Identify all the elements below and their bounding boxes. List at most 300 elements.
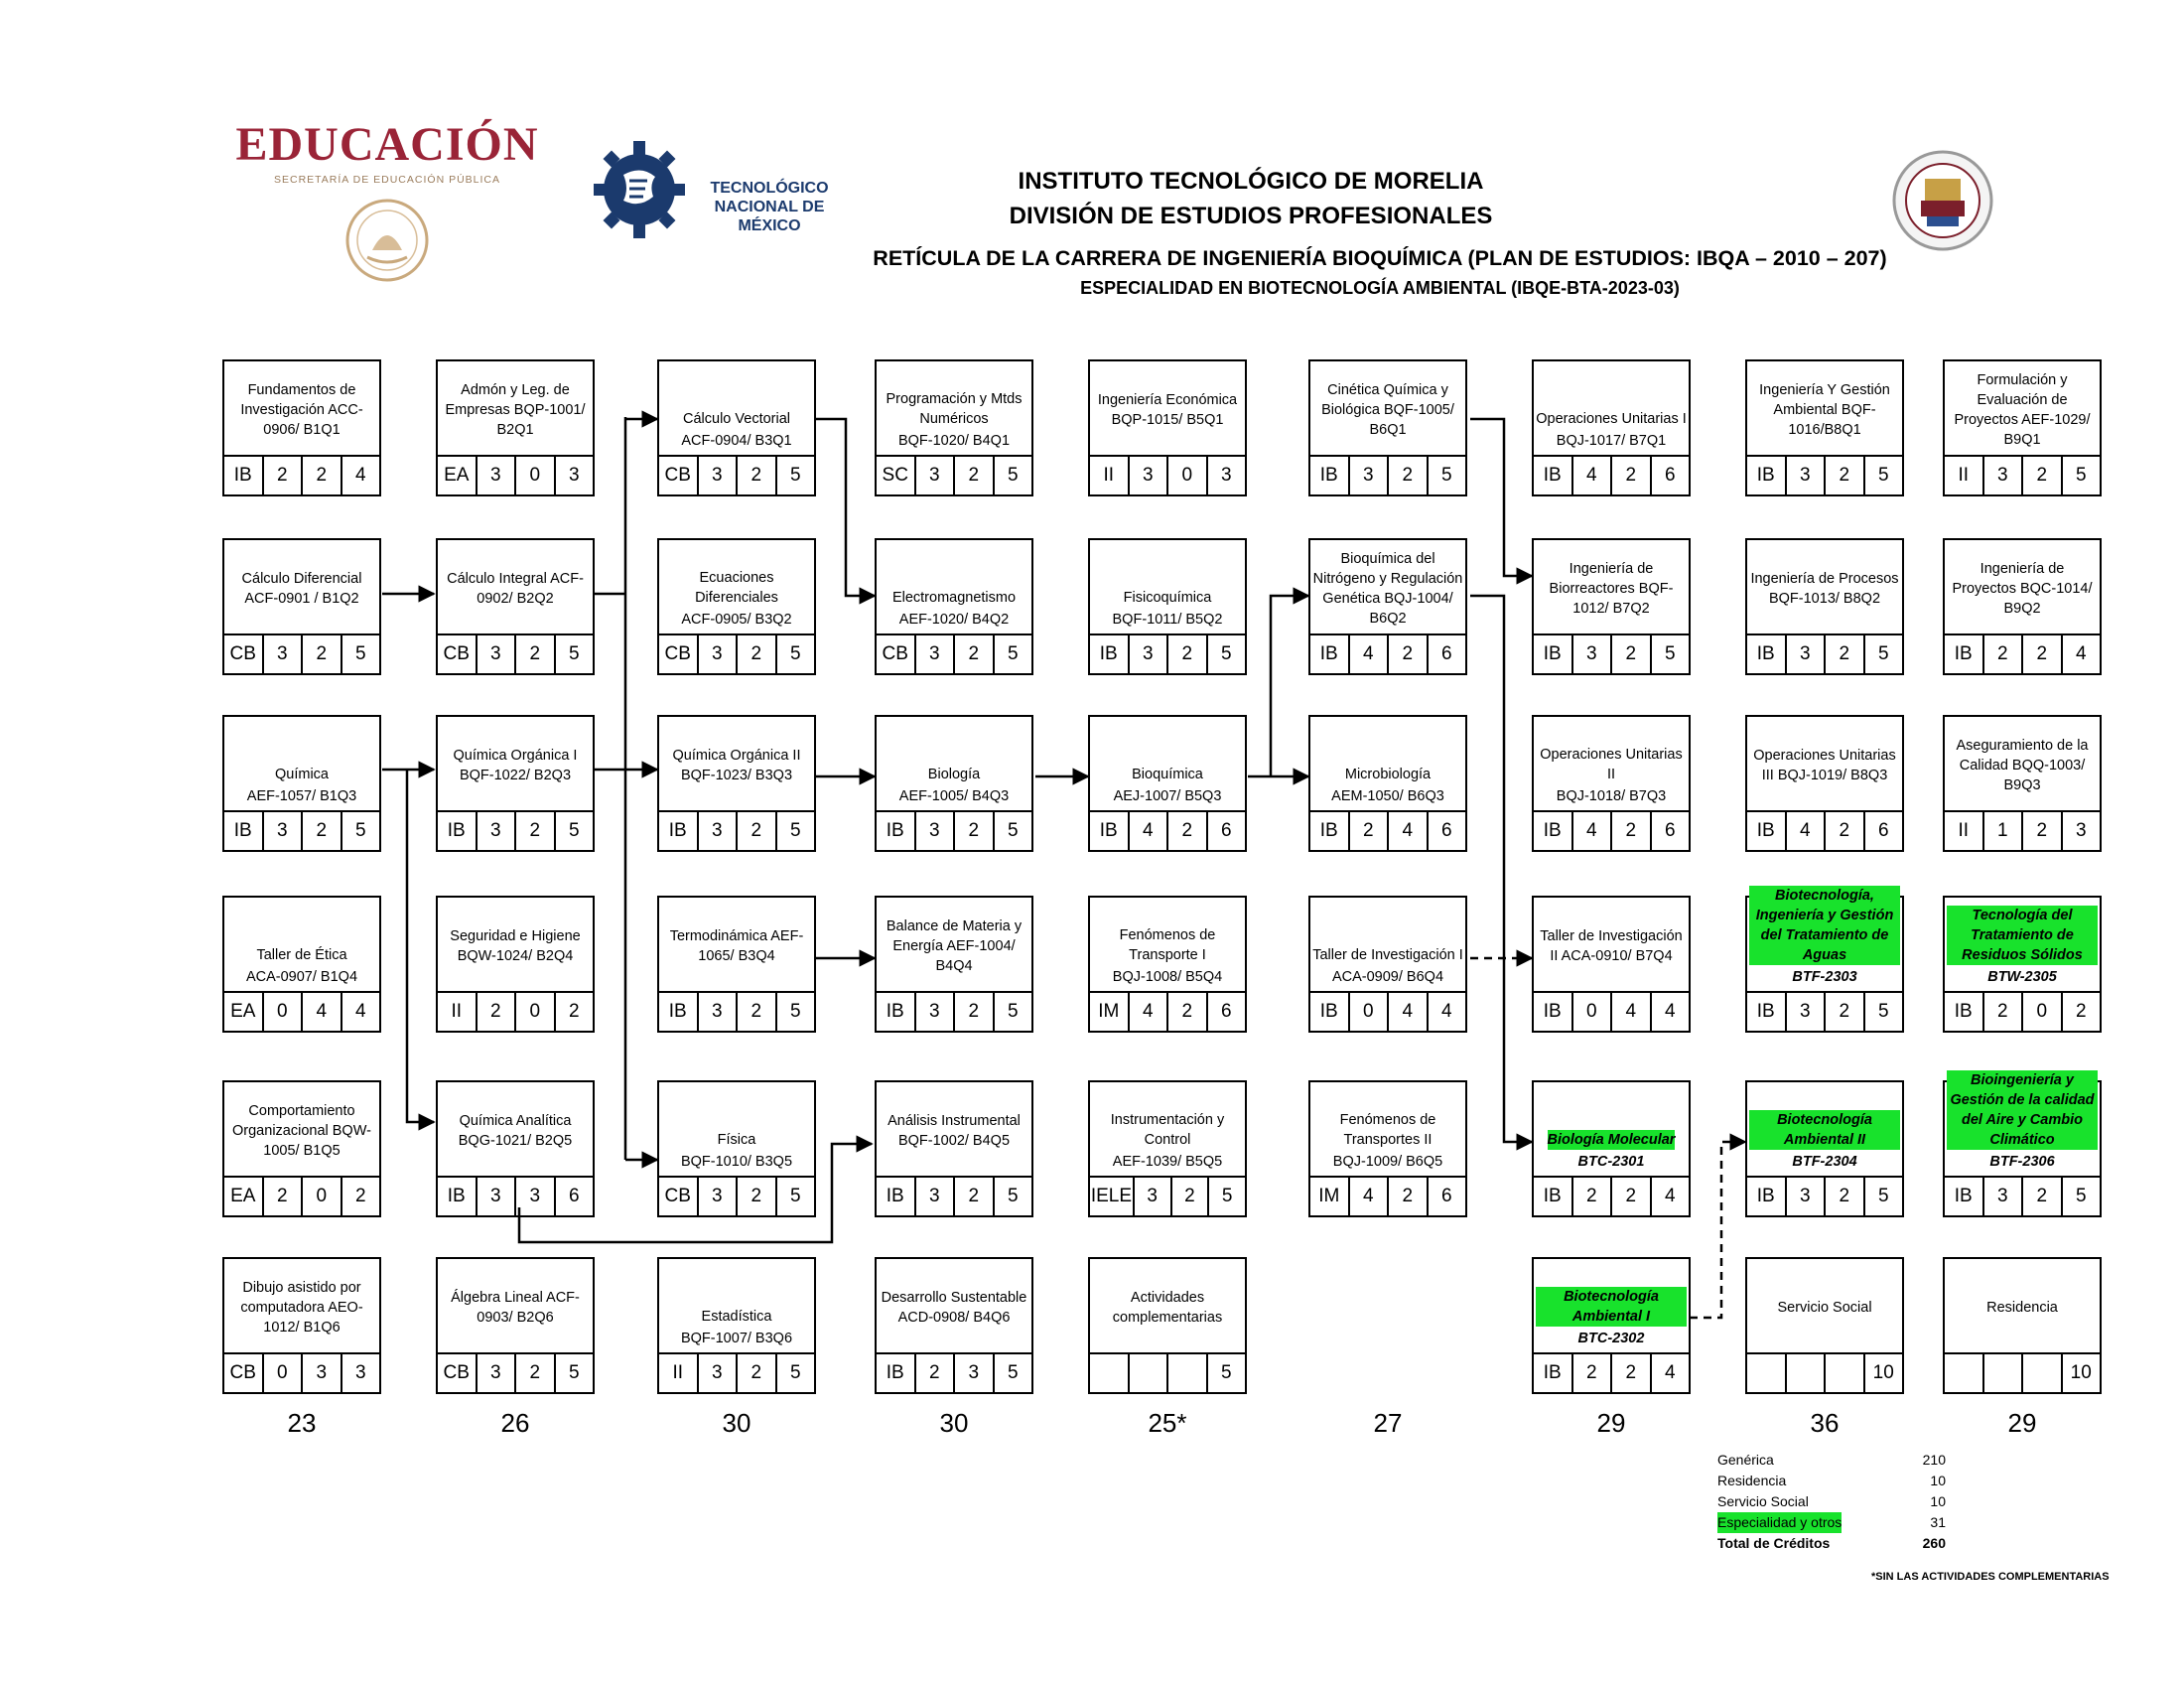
link-quimica-to-analitica: [407, 770, 434, 1122]
course-card-c9_3: [1943, 715, 2102, 852]
course-code: BTC-2302: [1577, 1331, 1645, 1346]
credits: 6: [1650, 457, 1690, 494]
credits: 5: [1206, 1354, 1246, 1392]
course-title-text: Formulación y Evaluación de Proyectos AEF-1029/ B9Q1: [1954, 372, 2091, 448]
course-area: IB: [886, 1362, 904, 1383]
course-area: II: [1958, 465, 1970, 486]
course-area: EA: [230, 1186, 256, 1206]
practice-hours: 2: [1610, 812, 1650, 850]
course-code: AEM-1050/ B6Q3: [1331, 788, 1444, 804]
course-credit-row: [224, 991, 379, 1031]
course-credit-row: [224, 633, 379, 673]
practice-hours: 4: [1387, 993, 1427, 1031]
course-title-text: Termodinámica AEF-1065/ B3Q4: [669, 928, 804, 964]
course-title: [226, 1090, 377, 1172]
credits: 6: [1206, 812, 1246, 850]
course-card-c8_3: [1745, 715, 1904, 852]
course-title-text: Fenómenos de Transporte I: [1119, 927, 1216, 963]
course-title: [661, 906, 812, 987]
course-card-c7_4: [1532, 896, 1691, 1033]
course-title: [1536, 906, 1687, 987]
course-area: IB: [1954, 1186, 1973, 1206]
theory-hours: 0: [262, 993, 302, 1031]
course-card-c5_2: [1088, 538, 1247, 675]
practice-hours: [1166, 1354, 1206, 1392]
theory-hours: 3: [697, 1178, 737, 1215]
course-title: [1947, 1072, 2098, 1150]
course-area: IB: [886, 820, 904, 841]
credits: 5: [2061, 1178, 2101, 1215]
educacion-wordmark: EDUCACIÓN: [235, 118, 539, 171]
credits: 5: [341, 812, 380, 850]
course-title: [1092, 548, 1243, 608]
course-code: BQF-1010/ B3Q5: [680, 1154, 793, 1170]
practice-hours: 2: [953, 457, 993, 494]
credits: 6: [554, 1178, 594, 1215]
theory-hours: 3: [476, 635, 515, 673]
course-title: [1947, 1267, 2098, 1348]
course-title: [661, 1090, 812, 1150]
course-title: [226, 1267, 377, 1348]
course-title-text: Cinética Química y Biológica BQF-1005/ B6Q1: [1321, 382, 1454, 438]
course-area: [1747, 1354, 1785, 1392]
semester-credit-total: 25*: [1148, 1408, 1187, 1438]
course-title-text: Ingeniería Y Gestión Ambiental BQF-1016/B8Q1: [1759, 382, 1890, 438]
course-area: IM: [1318, 1186, 1340, 1206]
course-area: II: [672, 1362, 684, 1383]
theory-hours: 0: [1571, 993, 1611, 1031]
course-credit-row: [438, 991, 593, 1031]
course-credit-row: [438, 1176, 593, 1215]
course-area: IB: [233, 820, 252, 841]
course-title: [1312, 906, 1463, 965]
course-code: BTF-2306: [1989, 1154, 2055, 1170]
course-code: AEF-1005/ B4Q3: [898, 788, 1010, 804]
course-credit-row: [1534, 1352, 1689, 1392]
theory-hours: 2: [1982, 993, 2022, 1031]
summary-line: [1717, 1471, 1946, 1491]
course-title: [661, 1267, 812, 1327]
practice-hours: 2: [1166, 812, 1206, 850]
theory-hours: 3: [914, 1178, 954, 1215]
theory-hours: 4: [1571, 812, 1611, 850]
course-title: [879, 1090, 1029, 1172]
course-card-c3_6: [657, 1257, 816, 1394]
course-card-c9_5: [1943, 1072, 2102, 1217]
credits: 6: [1206, 993, 1246, 1031]
course-card-c4_3: [875, 715, 1033, 852]
credits: 3: [554, 457, 594, 494]
course-title-text: Fundamentos de Investigación ACC-0906/ B1Q1: [240, 382, 363, 438]
credits: 10: [2061, 1354, 2101, 1392]
course-credit-row: [1747, 991, 1902, 1031]
course-card-c2_5: [436, 1080, 595, 1217]
course-code: BTF-2304: [1792, 1154, 1857, 1170]
course-credit-row: [877, 810, 1031, 850]
credits: 4: [341, 457, 380, 494]
credits: 5: [993, 457, 1032, 494]
summary-value: 31: [1930, 1514, 1946, 1530]
course-title: [879, 906, 1029, 987]
course-card-c7_6: [1532, 1257, 1691, 1394]
practice-hours: 2: [1824, 993, 1863, 1031]
specialty-title: ESPECIALIDAD EN BIOTECNOLOGÍA AMBIENTAL (IBQE-BTA-2023-03): [1080, 278, 1680, 298]
credits: 3: [1206, 457, 1246, 494]
course-title: [661, 725, 812, 806]
practice-hours: 0: [301, 1178, 341, 1215]
course-title-text: Microbiología: [1344, 767, 1432, 782]
course-credit-row: [1090, 1352, 1245, 1392]
course-title-text: Servicio Social: [1777, 1300, 1872, 1316]
course-area: IB: [1319, 465, 1338, 486]
course-title-text: Análisis Instrumental BQF-1002/ B4Q5: [887, 1113, 1021, 1149]
course-title: [440, 548, 591, 630]
course-credit-row: [1945, 633, 2100, 673]
course-area: IB: [447, 1186, 466, 1206]
course-title-text: Biotecnología, Ingeniería y Gestión del Tratamiento de Aguas: [1749, 886, 1900, 965]
course-card-c1_6: [222, 1257, 381, 1394]
course-area: CB: [229, 643, 256, 664]
course-credit-row: [659, 1176, 814, 1215]
course-credit-row: [877, 633, 1031, 673]
practice-hours: 2: [514, 635, 554, 673]
footnote: *SIN LAS ACTIVIDADES COMPLEMENTARIAS: [1871, 1571, 2110, 1583]
practice-hours: 2: [736, 993, 775, 1031]
theory-hours: 0: [1348, 993, 1388, 1031]
practice-hours: 2: [2021, 812, 2061, 850]
credits: 5: [993, 1354, 1032, 1392]
course-credit-row: [1945, 1352, 2100, 1392]
course-title-text: Dibujo asistido por computadora AEO-1012/ B1Q6: [240, 1280, 363, 1336]
course-title-text: Biotecnología Ambiental II: [1749, 1110, 1900, 1150]
course-card-c8_6: [1745, 1257, 1904, 1394]
course-code: AEF-1057/ B1Q3: [246, 788, 357, 804]
practice-hours: 3: [953, 1354, 993, 1392]
summary-line: [1717, 1450, 1946, 1471]
course-title: [226, 725, 377, 784]
course-card-c7_1: [1532, 359, 1691, 496]
credits: 5: [775, 812, 815, 850]
summary-value: 260: [1922, 1535, 1946, 1551]
course-title-text: Aseguramiento de la Calidad BQQ-1003/ B9Q3: [1956, 738, 2089, 793]
course-card-c7_2: [1532, 538, 1691, 675]
course-title-text: Taller de Ética: [256, 947, 347, 963]
course-title: [1749, 1267, 1900, 1348]
credits: 4: [1650, 1178, 1690, 1215]
practice-hours: 2: [1166, 993, 1206, 1031]
practice-hours: 2: [514, 1354, 554, 1392]
theory-hours: 3: [1785, 1178, 1825, 1215]
tecnm-wordmark: [685, 179, 854, 235]
course-title-text: Balance de Materia y Energía AEF-1004/ B4Q4: [886, 918, 1023, 974]
course-title-text: Electromagnetismo: [891, 590, 1017, 606]
course-area: IB: [1099, 820, 1118, 841]
course-credit-row: [659, 1352, 814, 1392]
course-card-c9_6: [1943, 1257, 2102, 1394]
credits: 5: [1863, 1178, 1903, 1215]
link-cinetica-to-biorreactores: [1470, 419, 1532, 576]
course-credit-row: [877, 455, 1031, 494]
course-title: [1749, 888, 1900, 965]
course-credit-row: [224, 1352, 379, 1392]
credits: 6: [1427, 635, 1466, 673]
itm-seal-icon: [1891, 149, 1995, 253]
course-credit-row: [659, 633, 814, 673]
credits: 10: [1863, 1354, 1903, 1392]
theory-hours: 3: [476, 812, 515, 850]
credits: 6: [1427, 1178, 1466, 1215]
course-card-c8_2: [1745, 538, 1904, 675]
practice-hours: 2: [301, 812, 341, 850]
theory-hours: 3: [476, 1178, 515, 1215]
credits: 6: [1650, 812, 1690, 850]
theory-hours: 3: [1128, 635, 1167, 673]
semester-credit-total: 23: [287, 1408, 317, 1438]
course-card-c6_4: [1308, 896, 1467, 1033]
theory-hours: 2: [1571, 1354, 1611, 1392]
credits: 5: [2061, 457, 2101, 494]
course-title: [440, 1267, 591, 1348]
semester-credit-total: 30: [939, 1408, 969, 1438]
practice-hours: [1824, 1354, 1863, 1392]
course-code: BQJ-1008/ B5Q4: [1112, 969, 1223, 985]
credits: 5: [993, 1178, 1032, 1215]
course-area: IB: [1756, 1186, 1775, 1206]
course-title: [1749, 725, 1900, 806]
course-card-c3_1: [657, 359, 816, 496]
educacion-logo: [228, 117, 546, 285]
course-title: [440, 369, 591, 451]
credits: 5: [993, 812, 1032, 850]
theory-hours: 3: [262, 635, 302, 673]
course-card-c2_6: [436, 1257, 595, 1394]
course-code: BQF-1020/ B4Q1: [897, 433, 1011, 449]
theory-hours: 3: [1982, 1178, 2022, 1215]
course-title: [661, 369, 812, 429]
course-title: [1749, 1090, 1900, 1150]
course-area: II: [1958, 820, 1970, 841]
course-title-text: Admón y Leg. de Empresas BQP-1001/ B2Q1: [445, 382, 586, 438]
course-credit-row: [438, 455, 593, 494]
practice-hours: 2: [1387, 635, 1427, 673]
course-area: IB: [1543, 820, 1562, 841]
course-code: BQF-1007/ B3Q6: [680, 1331, 793, 1346]
course-title-text: Química Orgánica I BQF-1022/ B2Q3: [453, 748, 578, 783]
course-title-text: Taller de Investigación I: [1312, 947, 1463, 963]
course-credit-row: [1534, 633, 1689, 673]
course-title: [879, 725, 1029, 784]
course-title-text: Seguridad e Higiene BQW-1024/ B2Q4: [450, 928, 581, 964]
course-card-c5_5: [1088, 1080, 1247, 1217]
summary-label: Especialidad y otros: [1717, 1512, 1842, 1533]
course-area: IELE: [1090, 1186, 1133, 1206]
course-title-text: Cálculo Diferencial ACF-0901 / B1Q2: [241, 571, 362, 607]
theory-hours: 4: [1348, 635, 1388, 673]
course-title: [440, 1090, 591, 1172]
theory-hours: 2: [1571, 1178, 1611, 1215]
course-area: IB: [1543, 643, 1562, 664]
course-card-c6_3: [1308, 715, 1467, 852]
course-credit-row: [224, 810, 379, 850]
institute-title: [854, 164, 1648, 233]
course-title: [1312, 725, 1463, 784]
practice-hours: 4: [1387, 812, 1427, 850]
course-title: [879, 369, 1029, 429]
course-title: [879, 1267, 1029, 1348]
course-title: [1312, 1090, 1463, 1150]
course-code: ACF-0905/ B3Q2: [681, 612, 792, 628]
practice-hours: 4: [1610, 993, 1650, 1031]
course-title: [1092, 725, 1243, 784]
theory-hours: 4: [1348, 1178, 1388, 1215]
course-area: EA: [230, 1001, 256, 1022]
practice-hours: 2: [1610, 457, 1650, 494]
header-line1: INSTITUTO TECNOLÓGICO DE MORELIA: [1018, 168, 1484, 195]
course-card-c2_1: [436, 359, 595, 496]
course-area: IB: [1756, 1001, 1775, 1022]
course-title: [1092, 1090, 1243, 1150]
course-credit-row: [1945, 455, 2100, 494]
credits: 4: [341, 993, 380, 1031]
course-area: IB: [886, 1186, 904, 1206]
credits: 5: [1206, 635, 1246, 673]
course-credit-row: [1747, 1176, 1902, 1215]
course-code: BTW-2305: [1987, 969, 2057, 985]
course-title-text: Biotecnología Ambiental I: [1536, 1287, 1687, 1327]
course-card-c3_3: [657, 715, 816, 852]
course-title-text: Química Orgánica II BQF-1023/ B3Q3: [672, 748, 801, 783]
course-card-c6_1: [1308, 359, 1467, 496]
course-credit-row: [1945, 991, 2100, 1031]
course-card-c4_4: [875, 896, 1033, 1033]
course-credit-row: [1090, 991, 1245, 1031]
theory-hours: 3: [1571, 635, 1611, 673]
course-credit-row: [1090, 455, 1245, 494]
course-area: CB: [443, 643, 470, 664]
course-title: [1536, 369, 1687, 429]
course-card-c6_5: [1308, 1080, 1467, 1217]
course-area: CB: [882, 643, 908, 664]
course-credit-row: [659, 455, 814, 494]
course-area: CB: [664, 465, 691, 486]
course-card-c1_1: [222, 359, 381, 496]
course-title: [1536, 725, 1687, 784]
course-credit-row: [877, 1176, 1031, 1215]
practice-hours: 2: [736, 812, 775, 850]
course-title-text: Tecnología del Tratamiento de Residuos Sólidos: [1947, 906, 2098, 965]
course-credit-row: [224, 455, 379, 494]
credits: 5: [1207, 1178, 1245, 1215]
practice-hours: 2: [2021, 1178, 2061, 1215]
theory-hours: 3: [1785, 993, 1825, 1031]
course-title-text: Programación y Mtds Numéricos: [886, 391, 1023, 427]
credits: 5: [1650, 635, 1690, 673]
credits: 5: [554, 635, 594, 673]
theory-hours: 3: [697, 1354, 737, 1392]
theory-hours: 4: [1128, 812, 1167, 850]
theory-hours: 3: [476, 1354, 515, 1392]
practice-hours: 2: [301, 635, 341, 673]
semester-credit-total: 30: [722, 1408, 751, 1438]
course-credit-row: [1534, 810, 1689, 850]
course-card-c9_1: [1943, 359, 2102, 496]
practice-hours: 2: [514, 812, 554, 850]
practice-hours: 2: [301, 457, 341, 494]
practice-hours: 2: [1387, 457, 1427, 494]
theory-hours: 3: [697, 635, 737, 673]
course-area: IB: [1756, 643, 1775, 664]
theory-hours: 2: [1982, 635, 2022, 673]
course-area: IB: [1319, 643, 1338, 664]
theory-hours: 2: [262, 457, 302, 494]
course-title-text: Bioquímica del Nitrógeno y Regulación Genética BQJ-1004/ B6Q2: [1312, 551, 1463, 627]
course-title-text: Desarrollo Sustentable ACD-0908/ B4Q6: [881, 1290, 1027, 1326]
course-title: [1947, 725, 2098, 806]
course-code: ACF-0904/ B3Q1: [681, 433, 792, 449]
practice-hours: 2: [1610, 635, 1650, 673]
credits: 5: [775, 1178, 815, 1215]
course-title-text: Ingeniería de Biorreactores BQF-1012/ B7Q2: [1549, 561, 1674, 617]
credits: 5: [775, 993, 815, 1031]
course-card-c7_3: [1532, 715, 1691, 852]
course-card-c1_5: [222, 1080, 381, 1217]
course-credit-row: [1747, 810, 1902, 850]
course-credit-row: [1310, 1176, 1465, 1215]
course-area: [1090, 1354, 1128, 1392]
credits: 4: [1650, 1354, 1690, 1392]
practice-hours: 2: [736, 1354, 775, 1392]
course-credit-row: [1310, 455, 1465, 494]
credits: 5: [554, 1354, 594, 1392]
course-credit-row: [1747, 633, 1902, 673]
course-area: IB: [1954, 643, 1973, 664]
summary-label: Total de Créditos: [1717, 1535, 1831, 1551]
course-code: BQJ-1009/ B6Q5: [1332, 1154, 1443, 1170]
practice-hours: 2: [953, 993, 993, 1031]
course-card-c4_1: [875, 359, 1033, 496]
course-title: [1312, 369, 1463, 451]
course-title-text: Fenómenos de Transportes II: [1339, 1112, 1436, 1148]
practice-hours: 2: [1824, 457, 1863, 494]
course-card-c1_4: [222, 896, 381, 1033]
course-area: IB: [1954, 1001, 1973, 1022]
credits: 5: [1427, 457, 1466, 494]
theory-hours: 3: [1133, 1178, 1170, 1215]
theory-hours: 3: [1348, 457, 1388, 494]
credits: 5: [1863, 457, 1903, 494]
course-code: BTC-2301: [1577, 1154, 1645, 1170]
practice-hours: 2: [2021, 635, 2061, 673]
course-area: IB: [1756, 820, 1775, 841]
course-code: BTF-2303: [1792, 969, 1857, 985]
course-title: [1092, 906, 1243, 965]
course-card-c5_4: [1088, 896, 1247, 1033]
course-area: IB: [1319, 820, 1338, 841]
course-area: IB: [886, 1001, 904, 1022]
course-card-c2_4: [436, 896, 595, 1033]
course-card-c1_2: [222, 538, 381, 675]
credits: 5: [554, 812, 594, 850]
practice-hours: 2: [1824, 812, 1863, 850]
course-area: SC: [882, 465, 908, 486]
theory-hours: 3: [1982, 457, 2022, 494]
course-credit-row: [1310, 633, 1465, 673]
theory-hours: 3: [697, 812, 737, 850]
course-credit-row: [438, 633, 593, 673]
course-card-c2_3: [436, 715, 595, 852]
course-area: IB: [1319, 1001, 1338, 1022]
course-title-text: Bioquímica: [1132, 767, 1203, 782]
